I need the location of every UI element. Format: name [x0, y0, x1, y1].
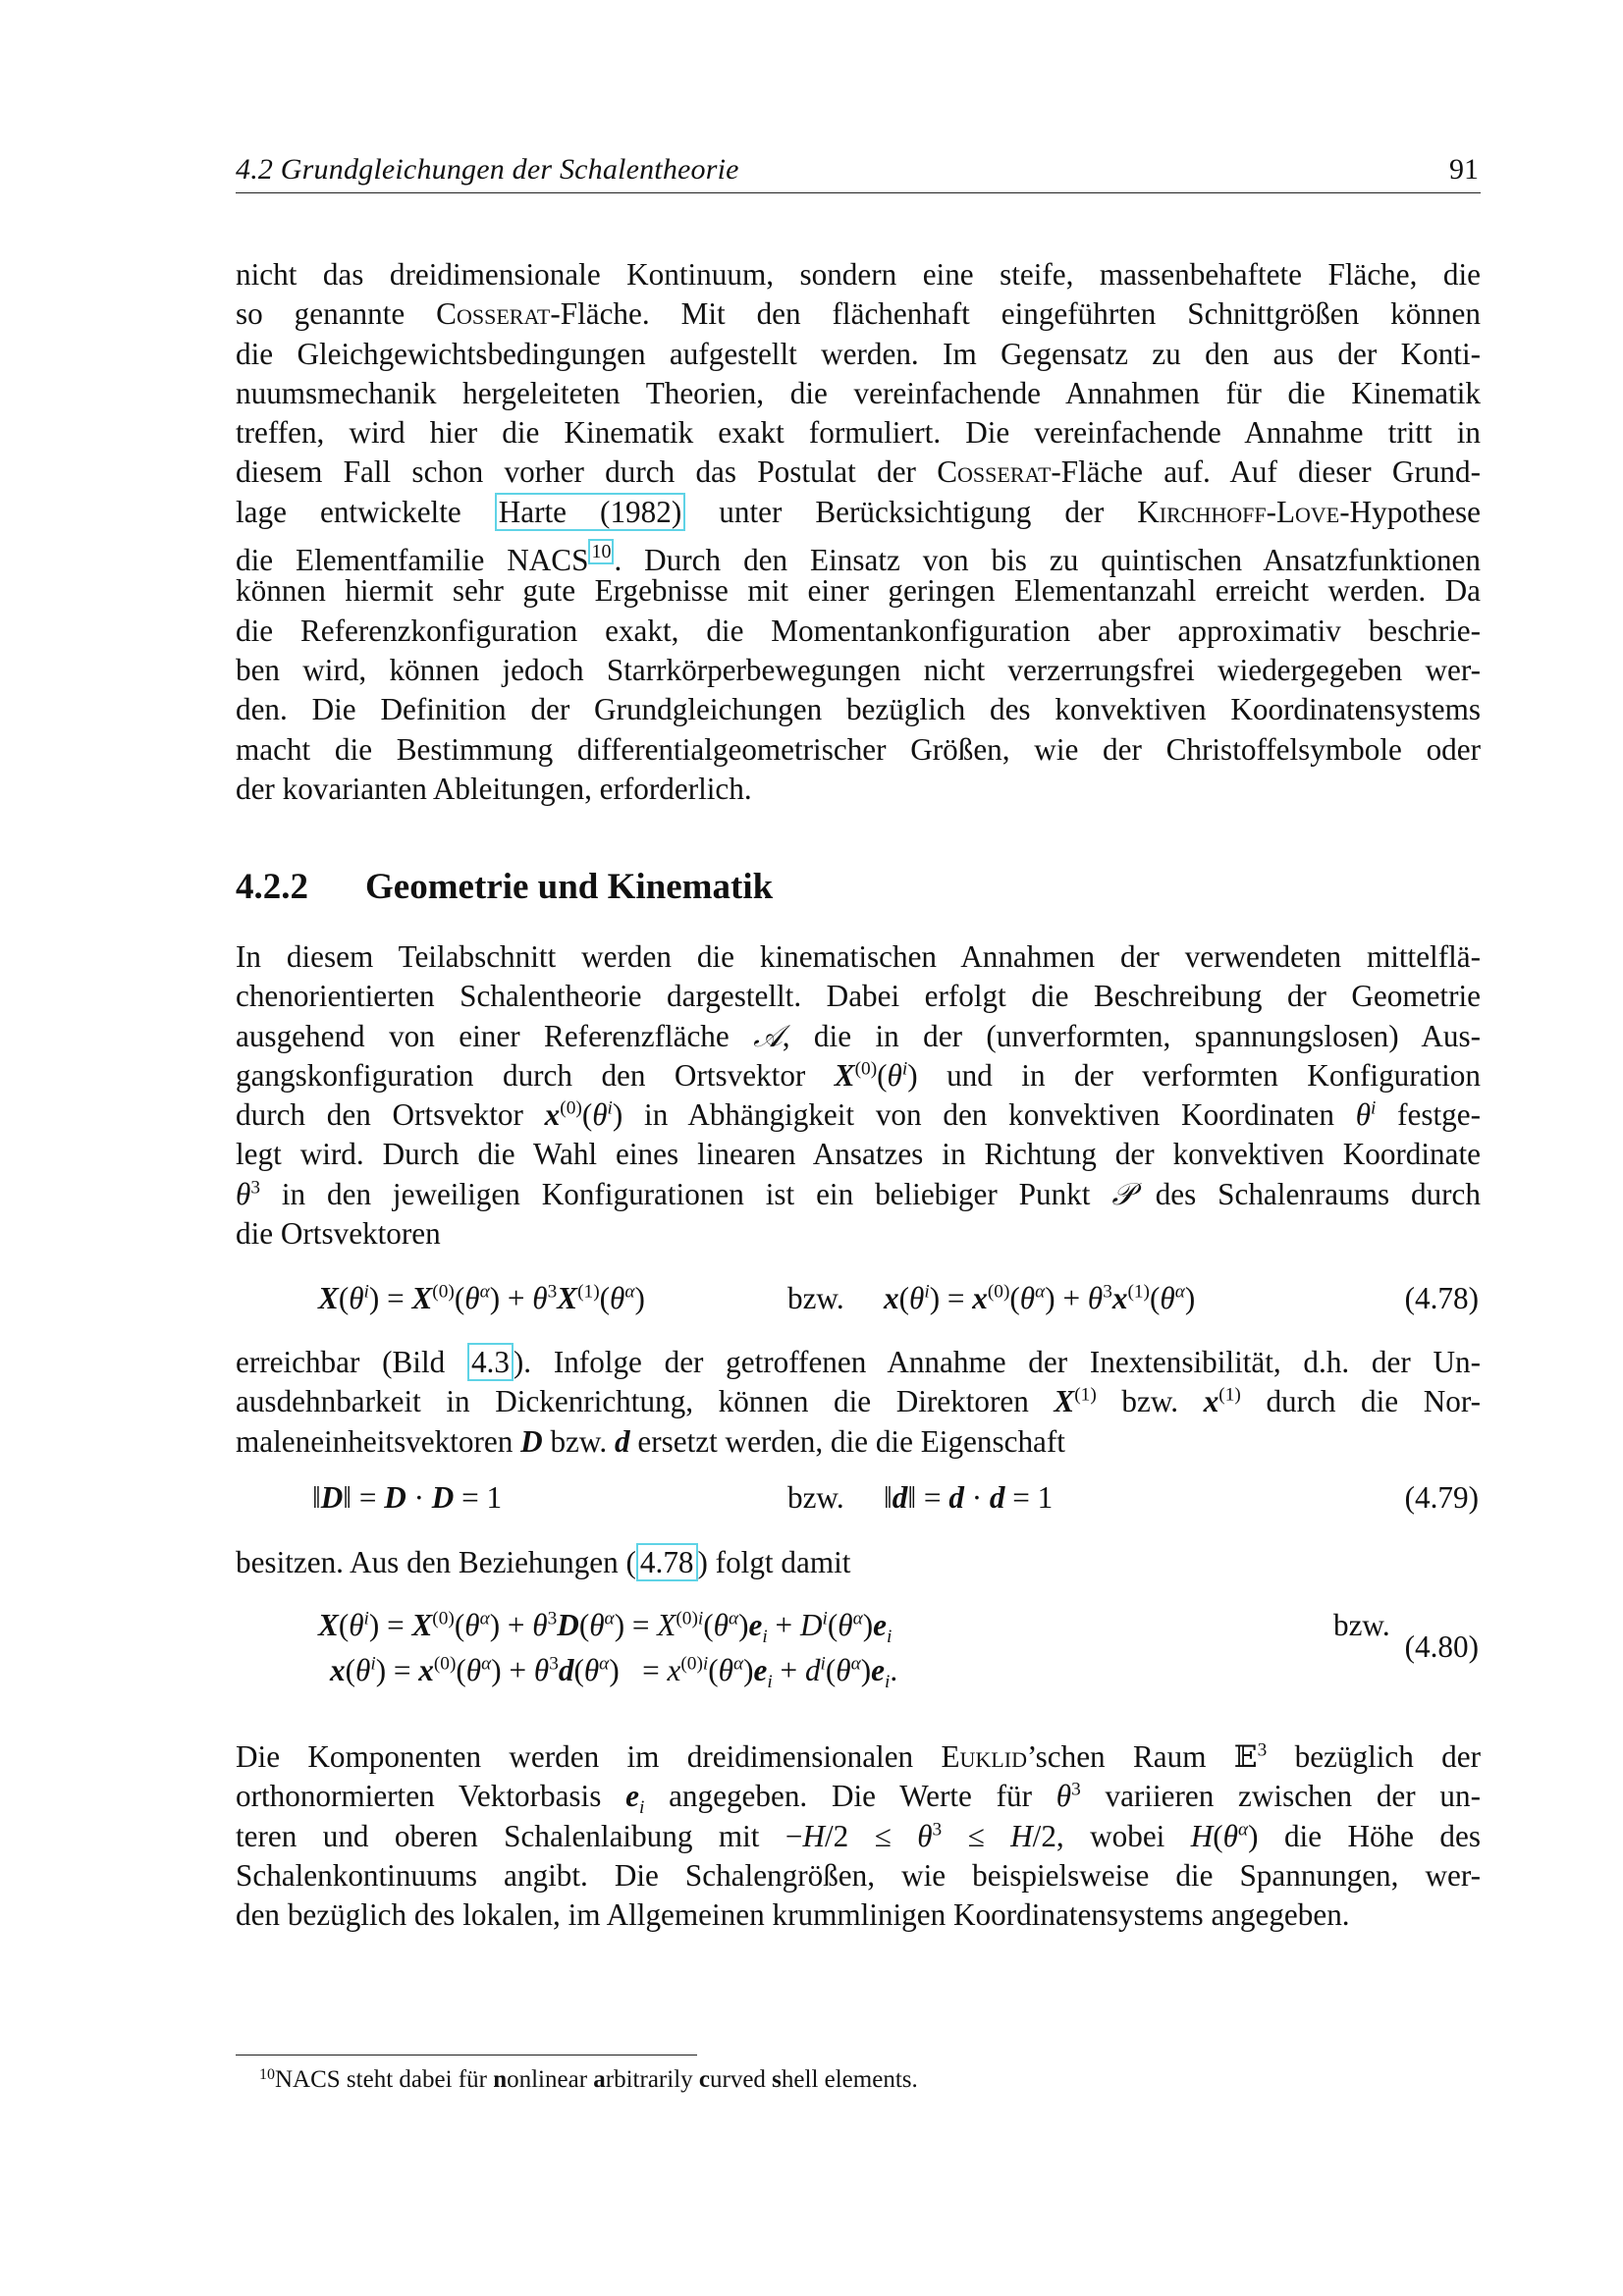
figure-ref-link[interactable]: 4.3: [467, 1343, 514, 1381]
equation-4-78: $X(\theta^i) = X^{(0)}(\theta^\alpha) + \theta^3X^{(1)}(\theta^\alpha)$ bzw. $x(\theta^i) = x^{(0)}(\theta^\alpha) + \theta^3x^{(1)}(\theta^\alpha)$ (4.78): [318, 1281, 1479, 1315]
equation-ref-link[interactable]: 4.78: [636, 1543, 698, 1581]
footnote-number: 10: [259, 2066, 275, 2083]
page-number: 91: [1449, 153, 1479, 186]
citation-link[interactable]: Harte (1982): [495, 493, 685, 531]
equation-number-4-78: (4.78): [1404, 1281, 1479, 1315]
section-title: Geometrie und Kinematik: [365, 867, 774, 907]
eq-4-78-bzw: bzw.: [787, 1281, 844, 1315]
running-title: 4.2 Grundgleichungen der Schalentheorie: [236, 153, 739, 186]
section-heading: [236, 866, 773, 908]
paragraph-geometry-intro: In diesem Teilabschnitt werden die kinematischen Annahmen der verwendeten mittelflä- chenorientierten Schalentheorie dargestellt. Dabei erfolgt die Beschreibung der Geometrie ausgehend von einer Referenzfläche 𝒜, die in der (unverformten, spannungslosen) Aus- gangskonfiguration durch den Ortsvektor $X^{(0)}(\theta^i)$ und in der verformten Konfiguration durch den Ortsvektor $x^{(0)}(\theta^i)$ in Abhängigkeit von den konvektiven Koordinaten $\theta^i$ festge- legt wird. Durch die Wahl eines linearen Ansatzes in Richtung der konvektiven Koordinate $\theta^3$ in den jeweiligen Konfigurationen ist ein beliebiger Punkt 𝒫 des Schalenraums durch die Ortsvektoren: [236, 939, 1482, 1252]
name-cosserat-2: Cosserat: [937, 454, 1052, 490]
paragraph-directors: erreichbar (Bild 4.3 ). Infolge der getroffenen Annahme der Inextensibilität, d.h. der Un- ausdehnbarkeit in Dickenrichtung, können die Direktoren $X^{(1)}$ bzw. $x^{(1)}$ durch die Nor- maleneinheitsvektoren D bzw. d ersetzt werden, die die Eigenschaft: [236, 1345, 1482, 1459]
paragraph-components: Die Komponenten werden im dreidimensionalen Euklid’schen Raum 𝔼$^3$ bezüglich der orthonormierten Vektorbasis $e_i$ angegeben. Die Werte für $\theta^3$ variieren zwischen der un- teren und oberen Schalenlaibung mit $-H/2 \le \theta^3 \le H/2$, wobei $H(\theta^\alpha)$ die Höhe des Schalenkontinuums angibt. Die Schalengrößen, wie beispielsweise die Spannungen, wer- den bezüglich des lokalen, im Allgemeinen krummlinigen Koordinatensystems angegeben.: [236, 1739, 1481, 1933]
equation-4-80: $X(\theta^i) = X^{(0)}(\theta^\alpha) + \theta^3D(\theta^\alpha) = X^{(0)i}(\theta^\alpha)e_i + D^i(\theta^\alpha)e_i$ bzw. $x(\theta^i) = x^{(0)}(\theta^\alpha) + \theta^3d(\theta^\alpha) = x^{(0)i}(\theta^\alpha)e_i + d^i(\theta^\alpha)e_i$. (4.80): [318, 1608, 1479, 1693]
footnote-rule: [236, 2055, 697, 2056]
name-kirchhoff-love: Kirchhoff-Love: [1137, 494, 1340, 529]
paragraph-cosserat: nicht das dreidimensionale Kontinuum, sondern eine steife, massenbehaftete Fläche, die so genannte Cosserat-Fläche. Mit den flächenhaft eingeführten Schnittgrößen können die Gleichgewichtsbedingungen aufgestellt werden. Im Gegensatz zu den aus der Konti- nuumsmechanik hergeleiteten Theorien, die vereinfachende Annahmen für die Kinematik treffen, wird hier die Kinematik exakt formuliert. Die vereinfachende Annahme tritt in diesem Fall schon vorher durch das Postulat der Cosserat-Fläche auf. Auf dieser Grund- lage entwickelte Harte (1982) unter Berücksichtigung der Kirchhoff-Love-Hypothese die Elementfamilie NACS $^{10}$. Durch den Einsatz von bis zu quintischen Ansatzfunktionen können hiermit sehr gute Ergebnisse mit einer geringen Elementanzahl erreicht werden. Da die Referenzkonfiguration exakt, die Momentankonfiguration aber approximativ beschrie- ben wird, können jedoch Starrkörperbewegungen nicht verzerrungsfrei wiedergegeben wer- den. Die Definition der Grundgleichungen bezüglich des konvektiven Koordinatensystems macht die Bestimmung differentialgeometrischer Größen, wie der Christoffelsymbole oder der kovarianten Ableitungen, erforderlich.: [236, 257, 1482, 806]
paragraph-relations: besitzen. Aus den Beziehungen ( 4.78 ) folgt damit: [236, 1545, 851, 1579]
name-cosserat: Cosserat: [436, 296, 551, 332]
equation-4-79: ‖D‖ = D · D = 1 bzw. ‖d‖ = d · d = 1 (4.79): [312, 1480, 1479, 1515]
footnote: $^{10}$NACS steht dabei für nonlinear arbitrarily curved shell elements.: [259, 2066, 918, 2093]
section-number: 4.2.2: [236, 867, 308, 907]
equation-number-4-79: (4.79): [1404, 1480, 1479, 1515]
name-euklid: Euklid: [941, 1739, 1027, 1774]
eq-4-79-bzw: bzw.: [787, 1480, 844, 1515]
eq-4-80-bzw: bzw.: [1333, 1608, 1390, 1642]
footnote-marker-link[interactable]: 10: [588, 539, 614, 564]
running-header: [236, 149, 1481, 193]
equation-number-4-80: (4.80): [1404, 1629, 1479, 1664]
